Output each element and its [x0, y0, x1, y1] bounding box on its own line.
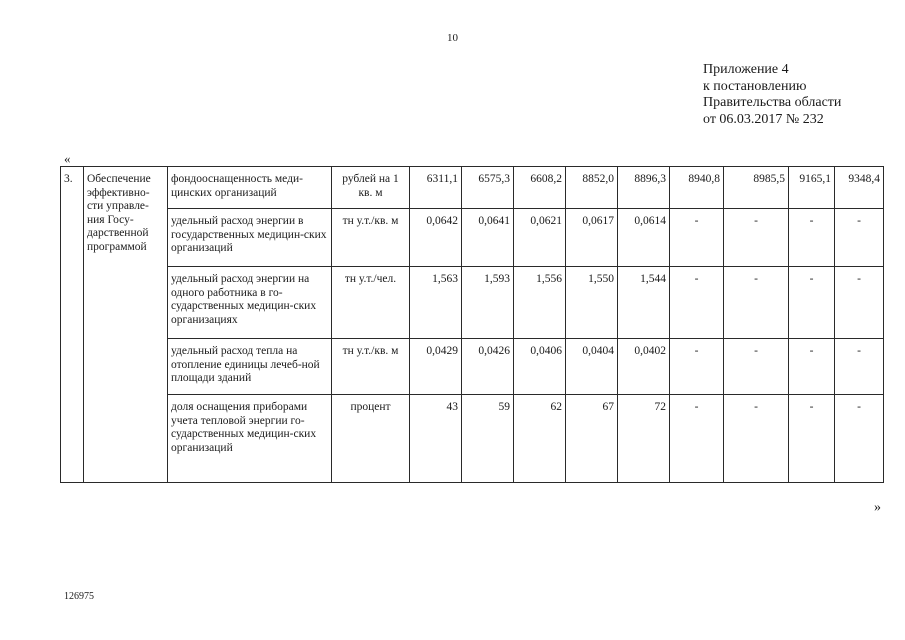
value-cell: 6575,3	[462, 167, 514, 209]
value-cell: 6311,1	[410, 167, 462, 209]
value-cell: -	[724, 339, 789, 395]
indicator-cell: удельный расход энергии на одного работника в го-сударственных медицин-ских организациях	[168, 267, 332, 339]
unit-cell: тн у.т./чел.	[332, 267, 410, 339]
value-cell: -	[835, 209, 884, 267]
value-cell: 72	[618, 395, 670, 483]
value-cell: 8940,8	[670, 167, 724, 209]
page-number: 10	[447, 32, 458, 44]
value-cell: 1,556	[514, 267, 566, 339]
value-cell: 8985,5	[724, 167, 789, 209]
indicators-table	[60, 166, 884, 483]
unit-cell: рублей на 1 кв. м	[332, 167, 410, 209]
table-row	[61, 167, 884, 209]
value-cell: 0,0621	[514, 209, 566, 267]
value-cell: 59	[462, 395, 514, 483]
row-number-cell: 3.	[61, 167, 84, 483]
opening-quote-mark: «	[64, 151, 71, 166]
value-cell: 0,0402	[618, 339, 670, 395]
value-cell: 6608,2	[514, 167, 566, 209]
value-cell: -	[724, 267, 789, 339]
value-cell: 1,563	[410, 267, 462, 339]
value-cell: 0,0429	[410, 339, 462, 395]
value-cell: 0,0406	[514, 339, 566, 395]
unit-cell: тн у.т./кв. м	[332, 209, 410, 267]
table-row	[61, 209, 884, 267]
value-cell: 1,550	[566, 267, 618, 339]
table-row	[61, 395, 884, 483]
value-cell: 0,0404	[566, 339, 618, 395]
value-cell: 0,0426	[462, 339, 514, 395]
value-cell: -	[835, 339, 884, 395]
value-cell: -	[724, 395, 789, 483]
value-cell: 8896,3	[618, 167, 670, 209]
value-cell: 9348,4	[835, 167, 884, 209]
unit-cell: процент	[332, 395, 410, 483]
value-cell: 0,0641	[462, 209, 514, 267]
indicator-cell: удельный расход энергии в государственных медицин-ских организаций	[168, 209, 332, 267]
value-cell: -	[724, 209, 789, 267]
value-cell: -	[835, 395, 884, 483]
value-cell: -	[789, 209, 835, 267]
value-cell: 1,593	[462, 267, 514, 339]
appendix-line: к постановлению	[703, 78, 807, 94]
value-cell: -	[670, 267, 724, 339]
value-cell: 0,0614	[618, 209, 670, 267]
appendix-line: от 06.03.2017 № 232	[703, 111, 824, 127]
value-cell: -	[670, 339, 724, 395]
value-cell: 8852,0	[566, 167, 618, 209]
closing-quote-mark: »	[874, 500, 881, 515]
table-body	[61, 167, 884, 483]
value-cell: 1,544	[618, 267, 670, 339]
value-cell: -	[789, 339, 835, 395]
indicator-cell: фондооснащенность меди-цинских организаций	[168, 167, 332, 209]
value-cell: 67	[566, 395, 618, 483]
group-label-cell: Обеспечение эффективно-сти управле-ния Госу-дарственной программой	[84, 167, 168, 483]
appendix-reference	[703, 62, 841, 128]
indicator-cell: доля оснащения приборами учета тепловой энергии го-сударственных медицин-ских организаций	[168, 395, 332, 483]
value-cell: 62	[514, 395, 566, 483]
table-row	[61, 339, 884, 395]
document-id: 126975	[64, 591, 94, 602]
value-cell: -	[789, 267, 835, 339]
table-row	[61, 267, 884, 339]
appendix-line: Приложение 4	[703, 62, 789, 77]
value-cell: -	[789, 395, 835, 483]
value-cell: 9165,1	[789, 167, 835, 209]
value-cell: 0,0617	[566, 209, 618, 267]
value-cell: -	[835, 267, 884, 339]
appendix-line: Правительства области	[703, 95, 842, 110]
value-cell: 0,0642	[410, 209, 462, 267]
value-cell: -	[670, 209, 724, 267]
value-cell: 43	[410, 395, 462, 483]
unit-cell: тн у.т./кв. м	[332, 339, 410, 395]
indicator-cell: удельный расход тепла на отопление единицы лечеб-ной площади зданий	[168, 339, 332, 395]
value-cell: -	[670, 395, 724, 483]
